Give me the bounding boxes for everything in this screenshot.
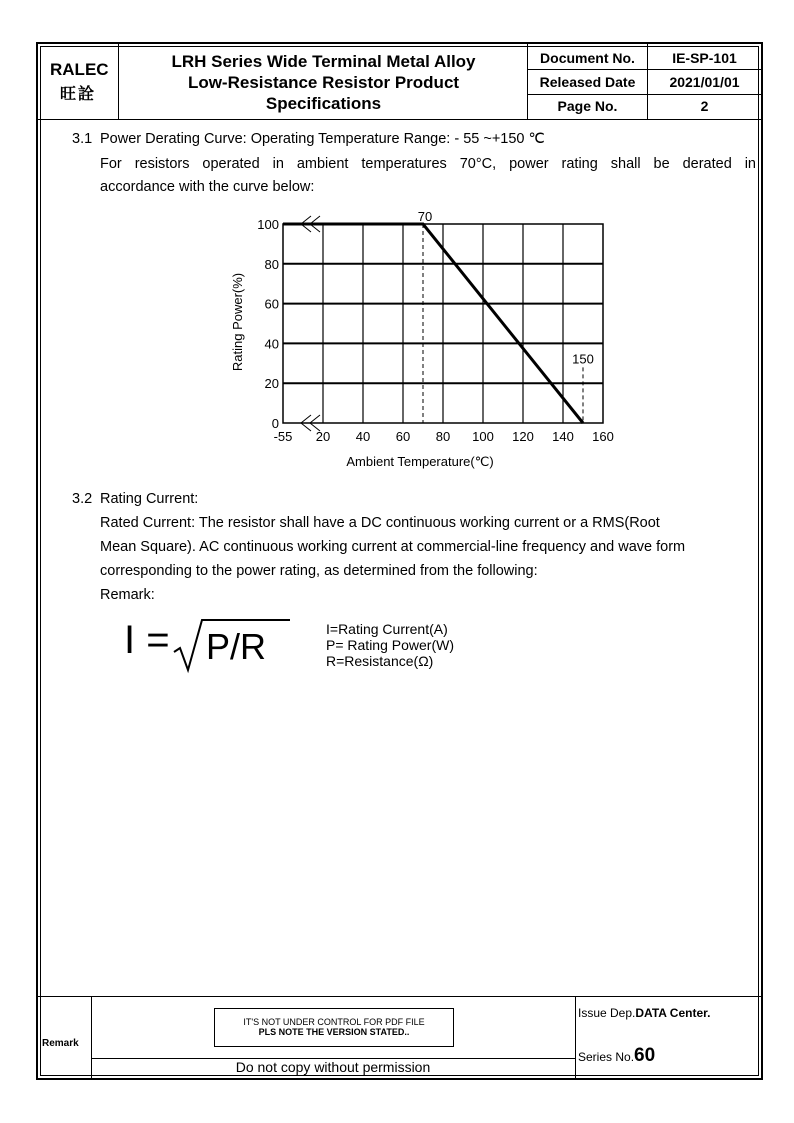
- x-tick-label: 160: [592, 429, 614, 444]
- document-title: [120, 51, 527, 114]
- section-3-1-number: 3.1: [72, 131, 93, 147]
- annotation-label-70: 70: [417, 209, 433, 224]
- section-3-1-paragraph-line-1: For resistors operated in ambient temperatures 70°C, power rating shall be derated in: [100, 156, 756, 172]
- header-bottom-line: [38, 119, 761, 120]
- issue-dep-value: DATA Center.: [635, 1006, 711, 1020]
- legend-resistance: R=Resistance(Ω): [326, 653, 434, 669]
- released-date-value: 2021/01/01: [669, 74, 740, 90]
- chart-series: [283, 224, 583, 423]
- legend-power: P= Rating Power(W): [326, 637, 454, 653]
- chart-ticks: [257, 217, 614, 444]
- x-tick-label: 140: [552, 429, 574, 444]
- title-line-1: LRH Series Wide Terminal Metal Alloy: [171, 52, 476, 71]
- y-tick-label: 40: [264, 336, 279, 352]
- legend-current: I=Rating Current(A): [326, 621, 448, 637]
- series-no-value: 60: [634, 1045, 656, 1066]
- title-line-3: Specifications: [265, 94, 382, 113]
- footer-notice-line-2: PLS NOTE THE VERSION STATED..: [258, 1027, 410, 1037]
- section-3-1-paragraph-line-2: accordance with the curve below:: [100, 179, 315, 195]
- company-name-cn: 旺詮: [60, 86, 97, 103]
- section-3-2-line-3: corresponding to the power rating, as determined from the following:: [100, 563, 538, 579]
- chart-annotations: [301, 209, 594, 431]
- chart-y-axis-label: Rating Power(%): [230, 272, 245, 372]
- released-date-label: Released Date: [539, 74, 636, 90]
- footer-copy-notice: Do not copy without permission: [235, 1059, 431, 1075]
- y-tick-label: 20: [264, 376, 279, 392]
- chart-x-axis-label: Ambient Temperature(℃): [346, 454, 494, 469]
- x-tick-label: 20: [315, 429, 331, 444]
- x-tick-label: 40: [355, 429, 371, 444]
- formula: [124, 614, 294, 674]
- section-3-2-number: 3.2: [72, 491, 93, 507]
- title-line-2: Low-Resistance Resistor Product: [187, 73, 460, 92]
- x-tick-label: 80: [435, 429, 451, 444]
- x-tick-label: 60: [395, 429, 411, 444]
- doc-no-label: Document No.: [540, 50, 635, 66]
- section-3-2-line-2: Mean Square). AC continuous working current at commercial-line frequency and wave form: [100, 539, 686, 555]
- section-3-2-heading: Rating Current:: [100, 491, 199, 507]
- footer-issue-dep: [578, 1006, 711, 1020]
- formula-lhs: I =: [124, 618, 170, 662]
- y-tick-label: 0: [271, 416, 279, 431]
- y-tick-label: 60: [264, 296, 279, 312]
- formula-radicand: P/R: [206, 626, 267, 667]
- company-name: RALEC: [50, 60, 109, 79]
- y-tick-label: 100: [257, 217, 279, 232]
- page-no-label: Page No.: [557, 98, 618, 114]
- y-tick-label: 80: [264, 256, 279, 272]
- issue-dep-label: Issue Dep.: [578, 1006, 636, 1020]
- section-3-2-remark: Remark:: [100, 587, 155, 603]
- derating-curve: [283, 224, 583, 423]
- footer-remark-label: Remark: [42, 1038, 79, 1049]
- x-tick-label: 100: [472, 429, 494, 444]
- derating-chart: [220, 200, 620, 480]
- header-divider-company: [118, 44, 119, 119]
- section-3-1-heading: Power Derating Curve: Operating Temperature Range: - 55 ~+150 ℃: [100, 131, 545, 147]
- header-row-line-1: [527, 69, 761, 70]
- x-tick-label: -55: [273, 429, 293, 444]
- x-tick-label: 120: [512, 429, 534, 444]
- chart-grid: [283, 224, 603, 423]
- section-3-2-line-1: Rated Current: The resistor shall have a DC continuous working current or a RMS(Root: [100, 515, 660, 531]
- header-row-line-2: [527, 94, 761, 95]
- footer-divider-issue: [575, 996, 576, 1078]
- footer-notice-line-1: IT'S NOT UNDER CONTROL FOR PDF FILE: [243, 1017, 425, 1027]
- annotation-label-150: 150: [572, 351, 594, 367]
- formula-legend: [326, 621, 454, 669]
- series-no-label: Series No.: [578, 1050, 635, 1064]
- footer-notice-box: [214, 1008, 454, 1047]
- footer-series-no: [578, 1045, 655, 1067]
- page-no-value: 2: [700, 98, 709, 114]
- doc-no-value: IE-SP-101: [672, 50, 737, 66]
- footer-top-line: [38, 996, 761, 997]
